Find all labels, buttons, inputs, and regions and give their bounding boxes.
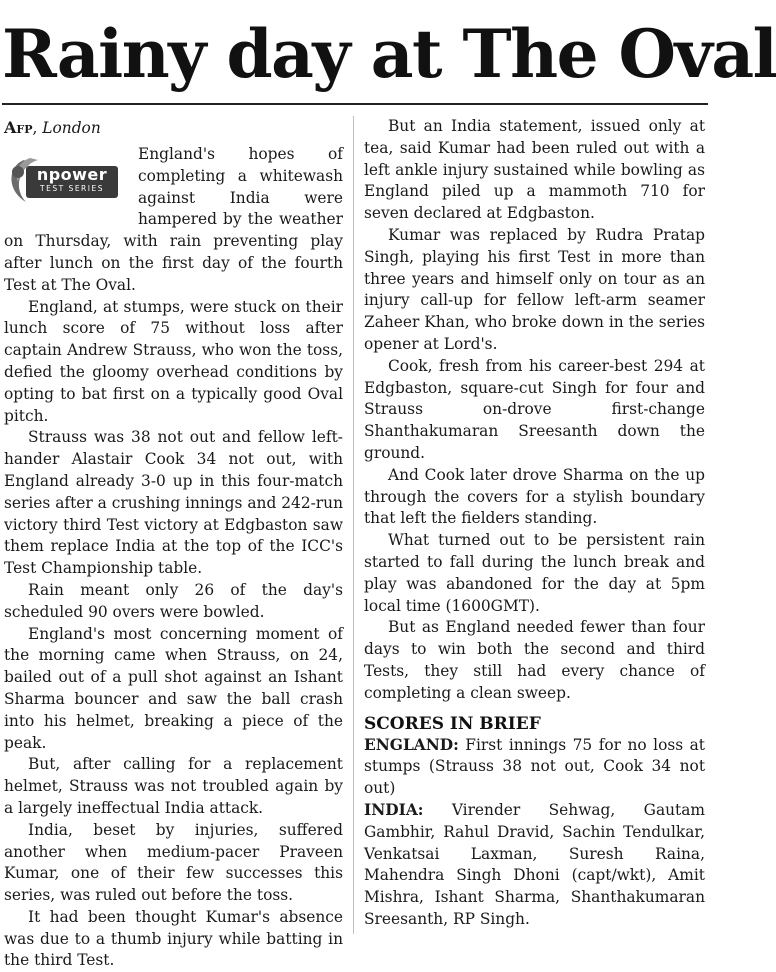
india-label: INDIA:	[364, 800, 424, 819]
right-column	[364, 116, 705, 931]
paragraph: Rain meant only 26 of the day's scheduled 90 overs were bowled.	[4, 580, 343, 621]
byline: Afp, London	[4, 118, 101, 137]
logo-badge	[26, 166, 118, 198]
england-score-text: First innings 75 for no loss at stumps (Strauss 38 not out, Cook 34 not out)	[364, 735, 705, 798]
paragraph: What turned out to be persistent rain started to fall during the lunch break and play was abandoned for the day at 5pm local time (1600GMT).	[364, 531, 705, 615]
npower-test-series-logo	[4, 152, 126, 208]
column-divider	[353, 116, 354, 934]
paragraph: England's hopes of completing a whitewash against India were hampered by the weather on Thursday, with rain preventing play after lunch on the first day of the fourth Test at The Oval.	[4, 145, 343, 294]
paragraph: And Cook later drove Sharma on the up through the covers for a stylish boundary that left the fielders standing.	[364, 465, 705, 528]
left-column	[4, 116, 343, 972]
paragraph: Kumar was replaced by Rudra Pratap Singh, playing his first Test in more than three years and himself only on tour as an injury call-up for fellow left-arm seamer Zaheer Khan, who broke down in the series opener at Lord's.	[364, 225, 705, 353]
paragraph: But an India statement, issued only at tea, said Kumar had been ruled out with a left ankle injury sustained while bowling as England piled up a mammoth 710 for seven declared at Edgbaston.	[364, 117, 705, 223]
paragraph: England, at stumps, were stuck on their lunch score of 75 without loss after captain Andrew Strauss, who won the toss, defied the gloomy overhead conditions by opting to bat first on a typically good Oval pitch.	[4, 297, 343, 425]
headline: Rainy day at The Oval	[2, 15, 776, 93]
paragraph: Cook, fresh from his career-best 294 at Edgbaston, square-cut Singh for four and Strauss on-drove first-change Shanthakumaran Sreesanth down the ground.	[364, 356, 705, 462]
paragraph: It had been thought Kumar's absence was due to a thumb injury while batting in the third Test.	[4, 907, 343, 970]
paragraph: England's most concerning moment of the morning came when Strauss, on 24, bailed out of a pull shot against an Ishant Sharma bouncer and saw the ball crash into his helmet, breaking a piece of the peak.	[4, 624, 343, 752]
byline-location: London	[42, 119, 101, 137]
logo-subtitle: TEST SERIES	[40, 184, 104, 193]
headline-rule	[2, 103, 708, 105]
india-team-text: Virender Sehwag, Gautam Gambhir, Rahul Dravid, Sachin Tendulkar, Venkatsai Laxman, Suresh Raina, Mahendra Singh Dhoni (capt/wkt), Amit Mishra, Ishant Sharma, Shanthakumaran Sreesanth, RP Singh.	[364, 800, 705, 928]
paragraph: But as England needed fewer than four days to win both the second and third Tests, they still had every chance of completing a clean sweep.	[364, 618, 705, 702]
paragraph: India, beset by injuries, suffered another when medium-pacer Praveen Kumar, one of their few successes this series, was ruled out before the toss.	[4, 820, 343, 905]
paragraph: But, after calling for a replacement helmet, Strauss was not troubled again by a largely ineffectual India attack.	[4, 755, 343, 817]
scores-england	[364, 735, 705, 800]
paragraph: Strauss was 38 not out and fellow left-hander Alastair Cook 34 not out, with England already 3-0 up in this four-match series after a crushing innings and 242-run victory third Test victory at Edgbaston saw them replace India at the top of the ICC's Test Championship table.	[4, 428, 343, 578]
england-label: ENGLAND:	[364, 735, 459, 754]
scores-heading: SCORES IN BRIEF	[364, 713, 541, 734]
scores-india	[364, 800, 705, 931]
byline-agency: Afp	[4, 118, 33, 137]
logo-brand: npower	[36, 165, 108, 184]
